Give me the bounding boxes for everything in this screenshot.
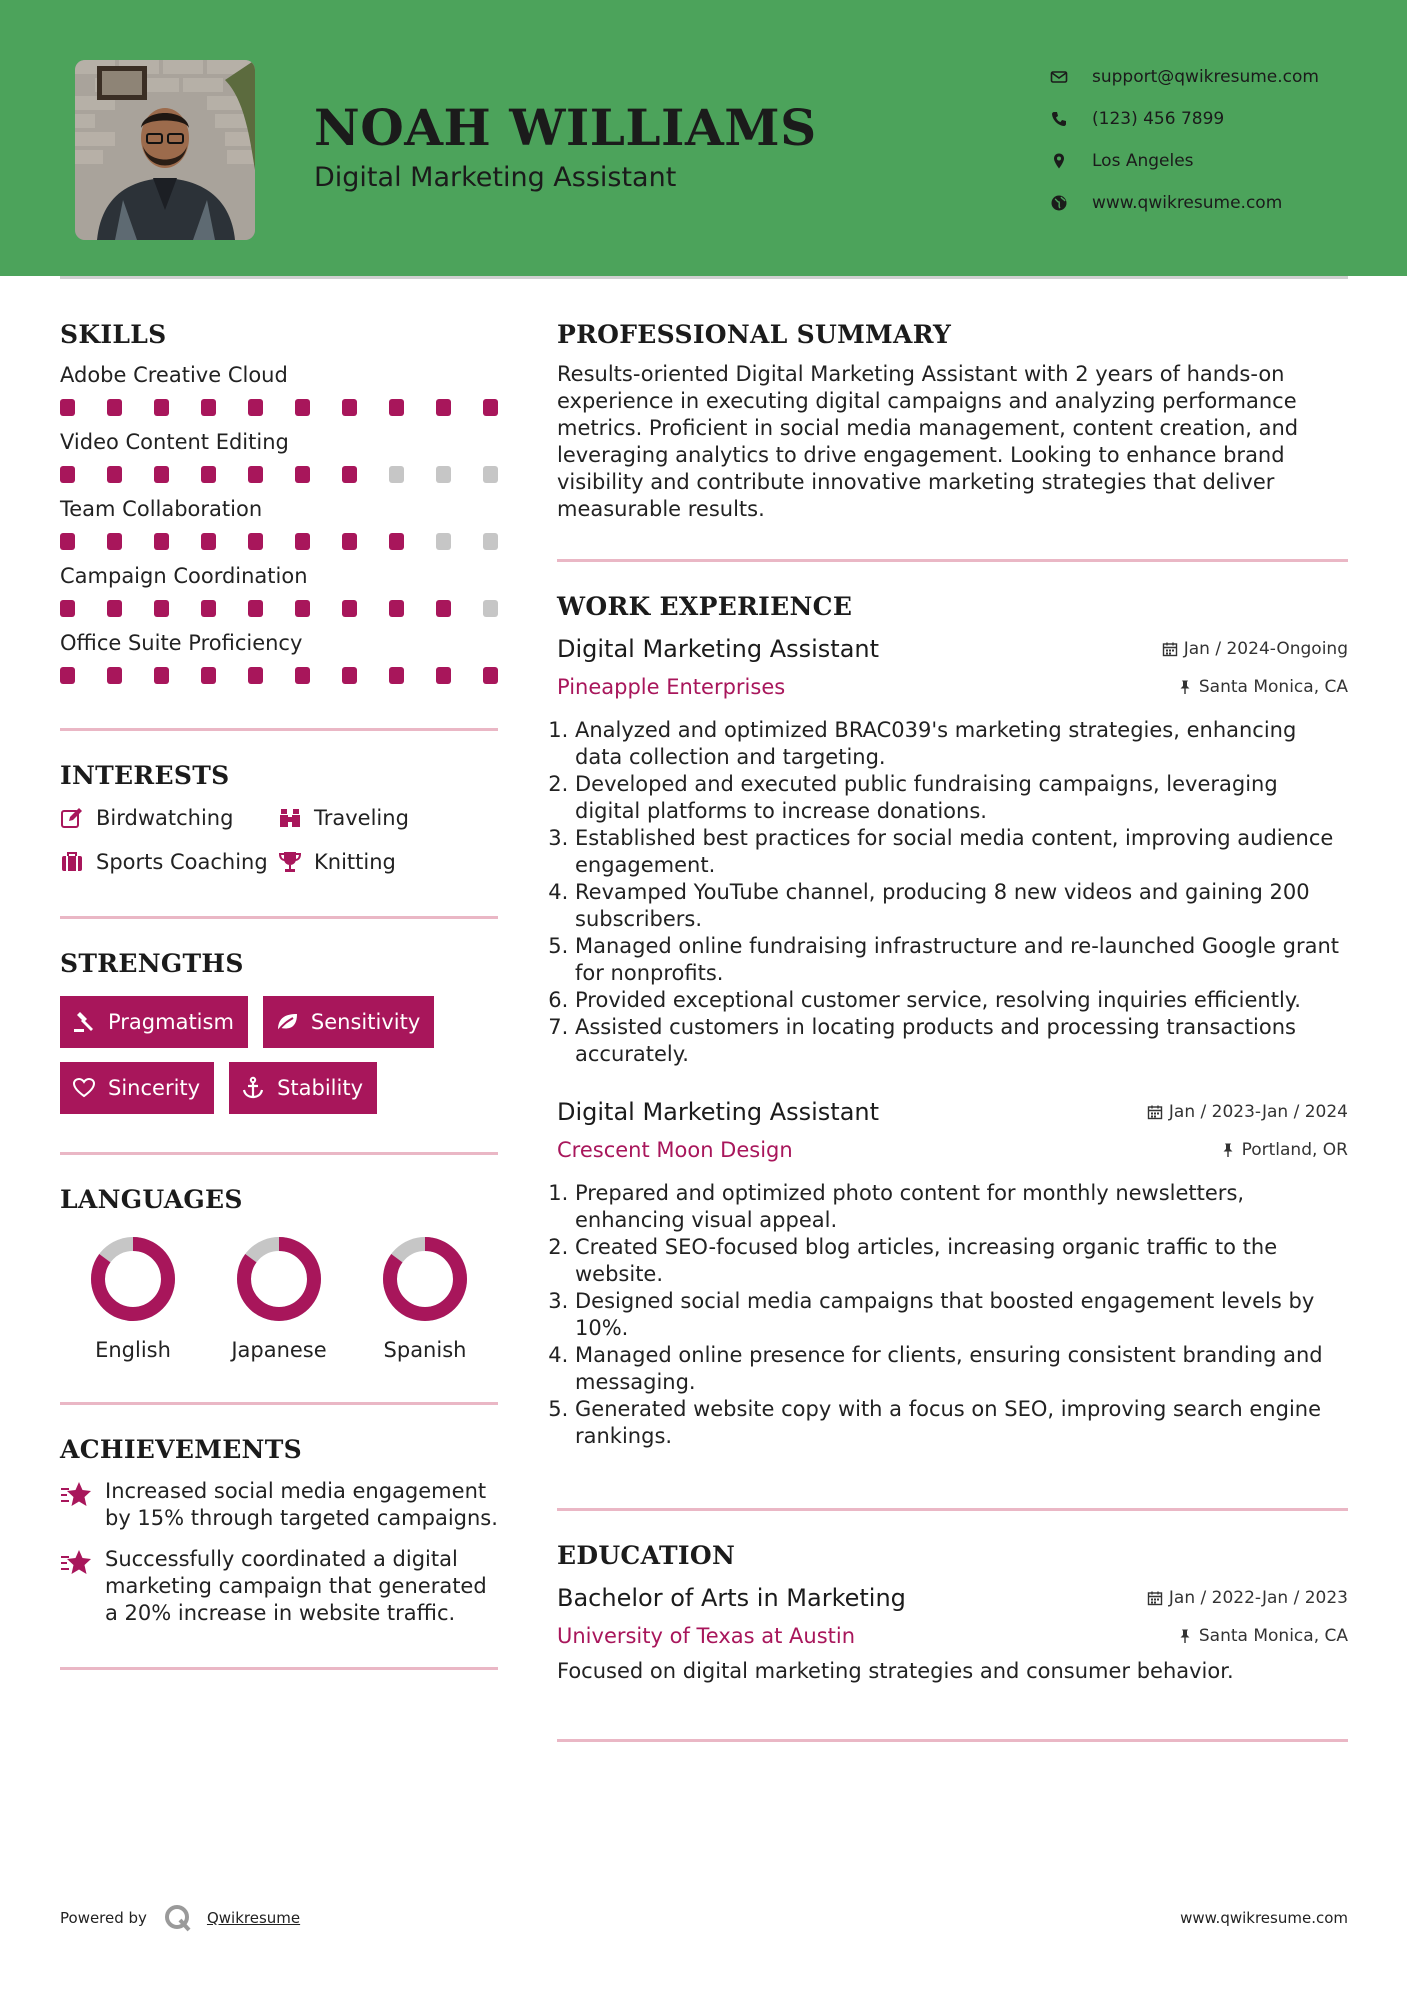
- strength-label: Pragmatism: [108, 1010, 234, 1034]
- interests-divider: [60, 916, 498, 919]
- skill-dot: [60, 399, 75, 416]
- skill-dot: [389, 466, 404, 483]
- skill-dot: [342, 533, 357, 550]
- page-footer: [60, 1898, 1348, 1938]
- interests-section: [60, 761, 498, 874]
- star-badge-icon: [60, 1548, 94, 1578]
- strength-tag: [263, 996, 434, 1048]
- skill-name: Video Content Editing: [60, 430, 289, 454]
- duty-item: 2. Developed and executed public fundraising campaigns, leveraging digital platforms to increase donations.: [575, 771, 1348, 825]
- skill-dot: [436, 533, 451, 550]
- phone-icon: [1050, 110, 1068, 128]
- skill-name: Campaign Coordination: [60, 564, 308, 588]
- contact-website[interactable]: [1050, 182, 1390, 224]
- education-section: [557, 1541, 1348, 1685]
- skill-dot: [295, 600, 310, 617]
- qwikresume-link[interactable]: Qwikresume: [206, 1909, 301, 1927]
- calendar-icon: [1147, 1104, 1163, 1120]
- skills-divider: [60, 728, 498, 731]
- contact-email-text: support@qwikresume.com: [1092, 67, 1319, 87]
- skill-dot: [107, 466, 122, 483]
- skill-dot: [436, 600, 451, 617]
- education-entry: [557, 1584, 1348, 1685]
- calendar-icon: [1147, 1590, 1163, 1606]
- skill-dot: [483, 399, 498, 416]
- job-date: [1162, 639, 1348, 659]
- job-location-text: Santa Monica, CA: [1198, 677, 1348, 697]
- binoculars-icon: [278, 806, 302, 830]
- powered-by-text: Powered by: [60, 1909, 147, 1927]
- skills-title: SKILLS: [60, 320, 167, 349]
- powered-by: [60, 1903, 300, 1933]
- skill-dot: [248, 667, 263, 684]
- profile-photo: [75, 60, 255, 240]
- achievements-section: [60, 1435, 498, 1627]
- skill-dot: [60, 466, 75, 483]
- interest-item: [278, 850, 498, 874]
- skills-section: [60, 320, 498, 684]
- languages-title: LANGUAGES: [60, 1185, 243, 1214]
- education-date-text: Jan / 2022-Jan / 2023: [1168, 1588, 1348, 1608]
- job-location: [1220, 1140, 1348, 1160]
- job-location: [1177, 677, 1348, 697]
- skill-rating: [60, 533, 498, 550]
- job-date-text: Jan / 2024-Ongoing: [1183, 639, 1348, 659]
- job-date: [1147, 1102, 1348, 1122]
- contact-location-text: Los Angeles: [1092, 151, 1194, 171]
- contact-phone-text: (123) 456 7899: [1092, 109, 1225, 129]
- skill-dot: [295, 667, 310, 684]
- left-column: [60, 320, 498, 1670]
- skill-dot: [201, 399, 216, 416]
- strengths-list: [60, 996, 498, 1114]
- language-proficiency-ring: [380, 1234, 470, 1324]
- interests-title: INTERESTS: [60, 761, 230, 790]
- globe-icon: [1050, 194, 1068, 212]
- skill-dot: [295, 466, 310, 483]
- calendar-icon: [1162, 641, 1178, 657]
- skill-dot: [483, 466, 498, 483]
- footer-website[interactable]: www.qwikresume.com: [1180, 1909, 1348, 1927]
- skill-dot: [483, 600, 498, 617]
- company-name: Crescent Moon Design: [557, 1138, 793, 1162]
- contact-location: [1050, 140, 1390, 182]
- language-item: [352, 1234, 498, 1362]
- education-location: [1177, 1626, 1348, 1646]
- candidate-name: NOAH WILLIAMS: [314, 98, 817, 157]
- pushpin-icon: [1220, 1142, 1236, 1158]
- education-date: [1147, 1588, 1348, 1608]
- interest-label: Traveling: [314, 806, 409, 830]
- skill-dot: [389, 399, 404, 416]
- pushpin-icon: [1177, 679, 1193, 695]
- edit-icon: [60, 806, 84, 830]
- resume-header: [0, 0, 1407, 276]
- job-title: Digital Marketing Assistant: [557, 1098, 880, 1126]
- strength-tag: [60, 1062, 214, 1114]
- skill-dot: [60, 600, 75, 617]
- right-column: [557, 320, 1348, 1742]
- job-location-text: Portland, OR: [1241, 1140, 1348, 1160]
- interest-label: Sports Coaching: [96, 850, 268, 874]
- education-title: EDUCATION: [557, 1541, 736, 1570]
- language-proficiency-ring: [234, 1234, 324, 1324]
- interest-item: [60, 806, 278, 830]
- contact-phone[interactable]: [1050, 98, 1390, 140]
- strengths-title: STRENGTHS: [60, 949, 244, 978]
- skill-dot: [483, 667, 498, 684]
- summary-title: PROFESSIONAL SUMMARY: [557, 320, 952, 349]
- skill-dot: [248, 600, 263, 617]
- skill-dot: [248, 533, 263, 550]
- profile-photo-image: [75, 60, 255, 240]
- language-name: Spanish: [383, 1338, 467, 1362]
- duty-item: 1. Prepared and optimized photo content for monthly newsletters, enhancing visual appeal.: [575, 1180, 1348, 1234]
- skill-rating: [60, 600, 498, 617]
- strengths-divider: [60, 1152, 498, 1155]
- summary-text: Results-oriented Digital Marketing Assistant with 2 years of hands-on experience in executing digital campaigns and analyzing performance metrics. Proficient in social media management, content creation, and leveraging analytics to drive engagement. Looking to enhance brand visibility and contribute innovative marketing strategies that deliver measurable results.: [557, 362, 1299, 521]
- skill-dot: [107, 667, 122, 684]
- interest-label: Knitting: [314, 850, 396, 874]
- skill-dot: [389, 533, 404, 550]
- skills-list: [60, 363, 498, 684]
- contact-list: [1050, 56, 1390, 224]
- duty-item: 6. Provided exceptional customer service, resolving inquiries efficiently.: [575, 987, 1348, 1014]
- strength-tag: [60, 996, 248, 1048]
- skill-dot: [60, 667, 75, 684]
- duty-item: 4. Managed online presence for clients, ensuring consistent branding and messaging.: [575, 1342, 1348, 1396]
- skill-dot: [342, 667, 357, 684]
- language-proficiency-ring: [88, 1234, 178, 1324]
- skill-dot: [201, 600, 216, 617]
- job-date-text: Jan / 2023-Jan / 2024: [1168, 1102, 1348, 1122]
- languages-divider: [60, 1402, 498, 1405]
- skill-dot: [436, 466, 451, 483]
- skill-dot: [436, 667, 451, 684]
- interest-item: [60, 850, 278, 874]
- skill-dot: [389, 600, 404, 617]
- achievements-title: ACHIEVEMENTS: [60, 1435, 302, 1464]
- qwikresume-logo-icon: [163, 1903, 193, 1933]
- duty-item: 2. Created SEO-focused blog articles, increasing organic traffic to the website.: [575, 1234, 1348, 1288]
- skill-name: Office Suite Proficiency: [60, 631, 303, 655]
- skill-dot: [248, 466, 263, 483]
- star-badge-icon: [60, 1480, 94, 1510]
- strength-label: Sincerity: [108, 1076, 201, 1100]
- summary-divider: [557, 559, 1348, 562]
- skill-rating: [60, 667, 498, 684]
- skill-dot: [248, 399, 263, 416]
- contact-email[interactable]: [1050, 56, 1390, 98]
- skill-dot: [154, 466, 169, 483]
- strength-label: Sensitivity: [310, 1010, 421, 1034]
- duty-item: 5. Managed online fundraising infrastructure and re-launched Google grant for nonprofits.: [575, 933, 1348, 987]
- achievements-divider: [60, 1667, 498, 1670]
- interests-list: [60, 806, 498, 874]
- job-duties: [557, 1180, 1348, 1450]
- heart-icon: [72, 1076, 96, 1100]
- candidate-title: Digital Marketing Assistant: [314, 162, 677, 193]
- contact-website-text: www.qwikresume.com: [1092, 193, 1283, 213]
- interest-item: [278, 806, 498, 830]
- skill-dot: [60, 533, 75, 550]
- education-location-text: Santa Monica, CA: [1198, 1626, 1348, 1646]
- map-pin-icon: [1050, 152, 1068, 170]
- duty-item: 3. Designed social media campaigns that boosted engagement levels by 10%.: [575, 1288, 1348, 1342]
- skill-dot: [342, 466, 357, 483]
- achievement-text: Increased social media engagement by 15% through targeted campaigns.: [105, 1479, 498, 1530]
- education-divider: [557, 1739, 1348, 1742]
- strength-tag: [229, 1062, 377, 1114]
- languages-section: [60, 1185, 498, 1362]
- skill-rating: [60, 466, 498, 483]
- job-entry: [557, 635, 1348, 1068]
- achievement-item: [60, 1478, 498, 1532]
- skill-dot: [154, 600, 169, 617]
- skill-dot: [154, 533, 169, 550]
- summary-section: [557, 320, 1348, 523]
- skill-dot: [436, 399, 451, 416]
- experience-title: WORK EXPERIENCE: [557, 592, 853, 621]
- skill-name: Adobe Creative Cloud: [60, 363, 288, 387]
- duty-item: 3. Established best practices for social media content, improving audience engagement.: [575, 825, 1348, 879]
- skill-name: Team Collaboration: [60, 497, 263, 521]
- language-name: English: [95, 1338, 171, 1362]
- interest-label: Birdwatching: [96, 806, 234, 830]
- duty-item: 1. Analyzed and optimized BRAC039's marketing strategies, enhancing data collection and targeting.: [575, 717, 1348, 771]
- skill-dot: [295, 399, 310, 416]
- header-divider: [60, 276, 1348, 279]
- pushpin-icon: [1177, 1628, 1193, 1644]
- skill-dot: [201, 667, 216, 684]
- gavel-icon: [72, 1010, 96, 1034]
- experience-section: [557, 592, 1348, 1450]
- skill-dot: [483, 533, 498, 550]
- skill-dot: [389, 667, 404, 684]
- skill-dot: [107, 600, 122, 617]
- duty-item: 5. Generated website copy with a focus on SEO, improving search engine rankings.: [575, 1396, 1348, 1450]
- job-entry: [557, 1098, 1348, 1450]
- strengths-section: [60, 949, 498, 1114]
- skill-dot: [107, 399, 122, 416]
- degree-title: Bachelor of Arts in Marketing: [557, 1584, 906, 1612]
- skill-dot: [154, 667, 169, 684]
- leaf-icon: [275, 1010, 299, 1034]
- skill-dot: [107, 533, 122, 550]
- skill-dot: [201, 533, 216, 550]
- duty-item: 4. Revamped YouTube channel, producing 8 new videos and gaining 200 subscribers.: [575, 879, 1348, 933]
- anchor-icon: [241, 1076, 265, 1100]
- trophy-icon: [278, 850, 302, 874]
- achievement-item: [60, 1546, 498, 1627]
- duty-item: 7. Assisted customers in locating products and processing transactions accurately.: [575, 1014, 1348, 1068]
- skill-dot: [342, 600, 357, 617]
- language-item: [60, 1234, 206, 1362]
- language-name: Japanese: [231, 1338, 327, 1362]
- experience-divider: [557, 1508, 1348, 1511]
- job-title: Digital Marketing Assistant: [557, 635, 880, 663]
- skill-dot: [201, 466, 216, 483]
- briefcase-icon: [60, 850, 84, 874]
- envelope-icon: [1050, 68, 1068, 86]
- skill-dot: [342, 399, 357, 416]
- skill-rating: [60, 399, 498, 416]
- languages-list: [60, 1234, 498, 1362]
- strength-label: Stability: [277, 1076, 364, 1100]
- skill-dot: [295, 533, 310, 550]
- job-duties: [557, 717, 1348, 1068]
- education-description: Focused on digital marketing strategies and consumer behavior.: [557, 1659, 1234, 1683]
- company-name: Pineapple Enterprises: [557, 675, 786, 699]
- school-name: University of Texas at Austin: [557, 1624, 856, 1648]
- achievement-text: Successfully coordinated a digital marketing campaign that generated a 20% increase in website traffic.: [105, 1547, 487, 1625]
- language-item: [206, 1234, 352, 1362]
- skill-dot: [154, 399, 169, 416]
